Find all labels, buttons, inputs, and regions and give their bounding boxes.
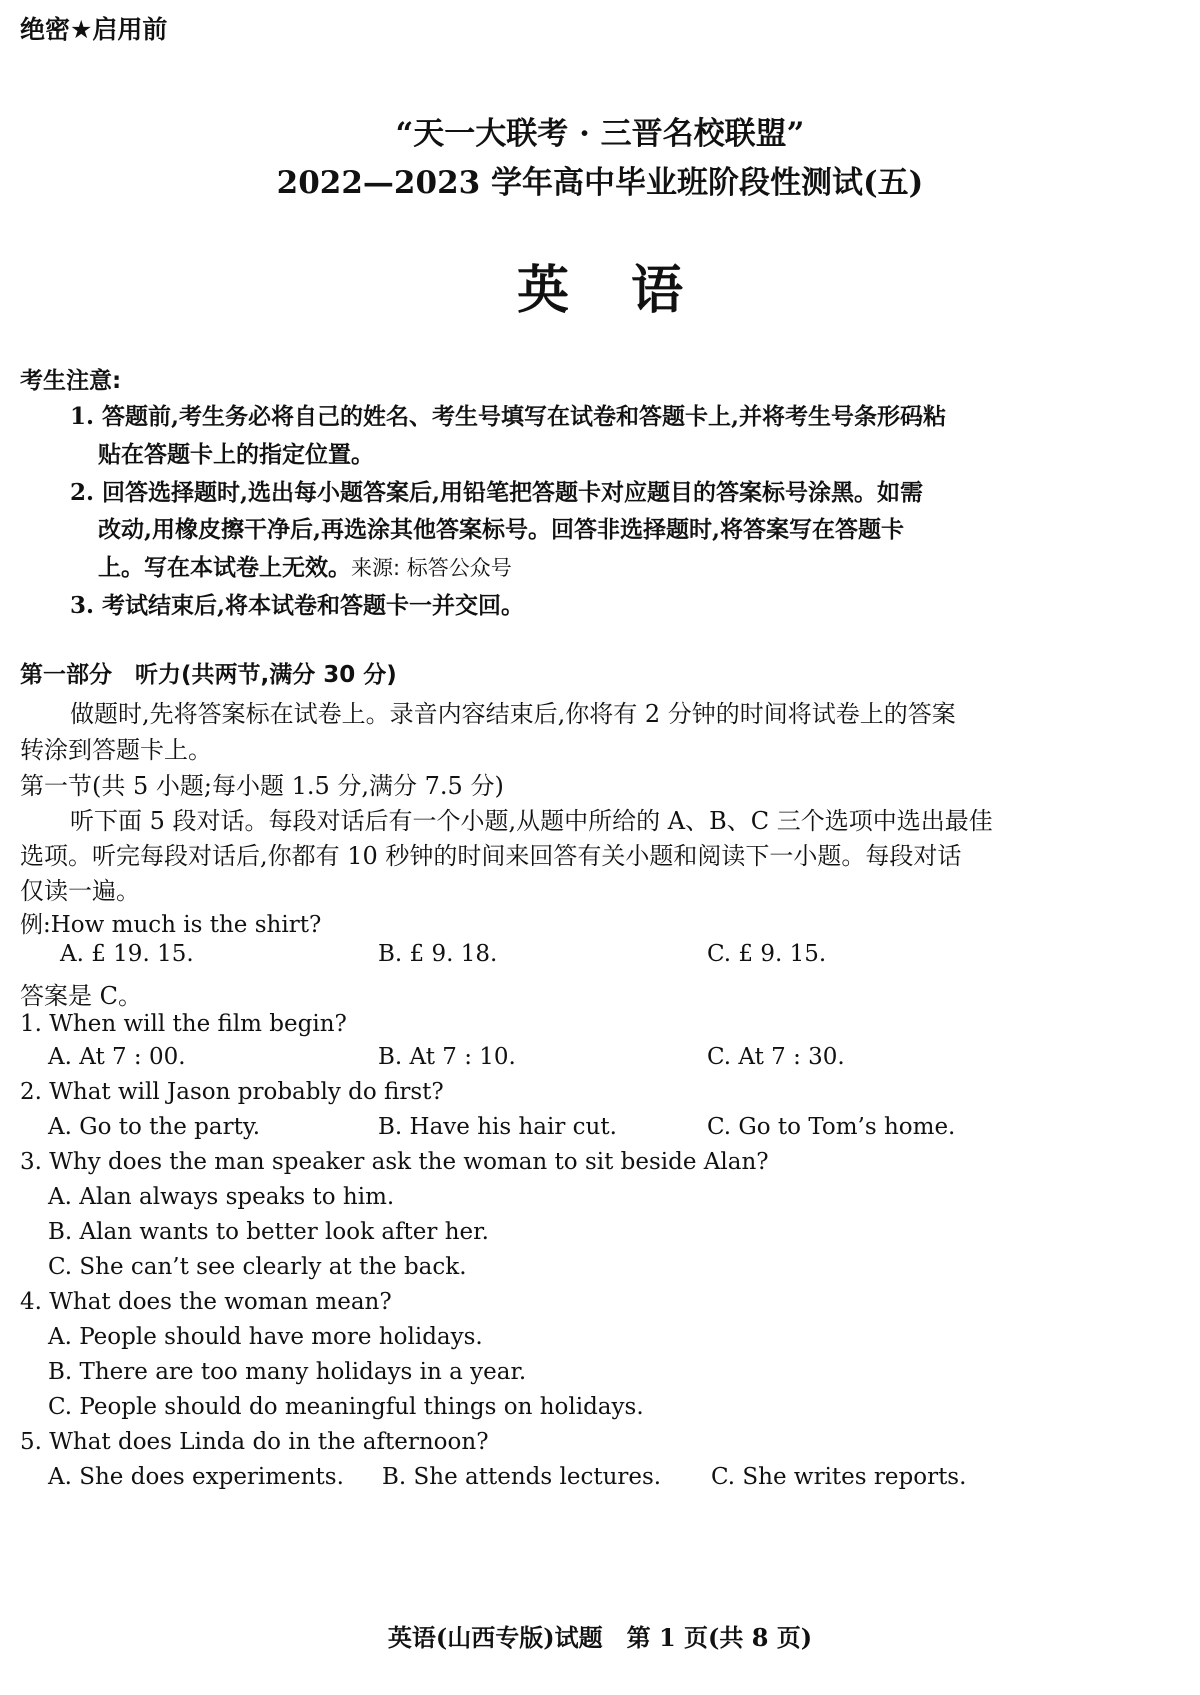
question-5-option-a: A. She does experiments. [48, 1464, 344, 1490]
subject-title: 英语 [516, 260, 745, 321]
question-1-option-a: A. At 7 : 00. [48, 1044, 186, 1070]
part1-intro-line-1: 做题时,先将答案标在试卷上。录音内容结束后,你将有 2 分钟的时间将试卷上的答案 [70, 700, 956, 728]
question-3: 3. Why does the man speaker ask the woman to sit beside Alan? [20, 1149, 769, 1175]
note-1-line-2: 贴在答题卡上的指定位置。 [98, 441, 374, 468]
question-4-option-b: B. There are too many holidays in a year. [48, 1359, 527, 1385]
question-3-option-a: A. Alan always speaks to him. [48, 1184, 395, 1210]
section1-instruction-line-2: 选项。听完每段对话后,你都有 10 秒钟的时间来回答有关小题和阅读下一小题。每段对话 [20, 842, 962, 870]
notes-title: 考生注意: [20, 368, 122, 394]
page-footer: 英语(山西专版)试题 第 1 页(共 8 页) [387, 1623, 813, 1652]
question-2-option-a: A. Go to the party. [48, 1114, 261, 1140]
example-option-c: C. £ 9. 15. [707, 941, 827, 967]
section1-instruction-line-1: 听下面 5 段对话。每段对话后有一个小题,从题中所给的 A、B、C 三个选项中选出最佳 [70, 807, 993, 835]
note-2-line-3-text: 上。写在本试卷上无效。 [98, 554, 351, 581]
question-1: 1. When will the film begin? [20, 1011, 347, 1037]
example-option-b: B. £ 9. 18. [378, 941, 498, 967]
part1-heading: 第一部分 听力(共两节,满分 30 分) [20, 662, 397, 688]
section1-heading: 第一节(共 5 小题;每小题 1.5 分,满分 7.5 分) [20, 772, 504, 800]
question-2: 2. What will Jason probably do first? [20, 1079, 444, 1105]
example-answer: 答案是 C。 [20, 982, 142, 1010]
note-1-line-1: 1. 答题前,考生务必将自己的姓名、考生号填写在试卷和答题卡上,并将考生号条形码粘 [70, 403, 947, 430]
question-3-option-c: C. She can’t see clearly at the back. [48, 1254, 467, 1280]
question-5-option-b: B. She attends lectures. [382, 1464, 662, 1490]
note-2-line-1: 2. 回答选择题时,选出每小题答案后,用铅笔把答题卡对应题目的答案标号涂黑。如需 [70, 479, 924, 506]
question-4-option-c: C. People should do meaningful things on holidays. [48, 1394, 644, 1420]
section1-instruction-line-3: 仅读一遍。 [20, 877, 140, 905]
question-2-option-b: B. Have his hair cut. [378, 1114, 617, 1140]
question-4-option-a: A. People should have more holidays. [48, 1324, 483, 1350]
confidential-mark: 绝密★启用前 [20, 15, 168, 44]
question-3-option-b: B. Alan wants to better look after her. [48, 1219, 489, 1245]
part1-intro-line-2: 转涂到答题卡上。 [20, 736, 212, 764]
note-2-line-3 [98, 549, 512, 582]
question-4: 4. What does the woman mean? [20, 1289, 392, 1315]
question-5-option-c: C. She writes reports. [711, 1464, 967, 1490]
question-1-option-b: B. At 7 : 10. [378, 1044, 516, 1070]
exam-title-line1: “天一大联考 · 三晋名校联盟” [395, 116, 805, 152]
question-2-option-c: C. Go to Tom’s home. [707, 1114, 956, 1140]
note-3-line-1: 3. 考试结束后,将本试卷和答题卡一并交回。 [70, 592, 525, 619]
source-note: 来源: 标答公众号 [351, 556, 512, 580]
question-5: 5. What does Linda do in the afternoon? [20, 1429, 489, 1455]
example-question: 例:How much is the shirt? [20, 912, 322, 938]
note-2-line-2: 改动,用橡皮擦干净后,再选涂其他答案标号。回答非选择题时,将答案写在答题卡 [98, 516, 905, 543]
exam-title-line2: 2022—2023 学年高中毕业班阶段性测试(五) [276, 165, 924, 201]
question-1-option-c: C. At 7 : 30. [707, 1044, 845, 1070]
example-option-a: A. £ 19. 15. [60, 941, 194, 967]
